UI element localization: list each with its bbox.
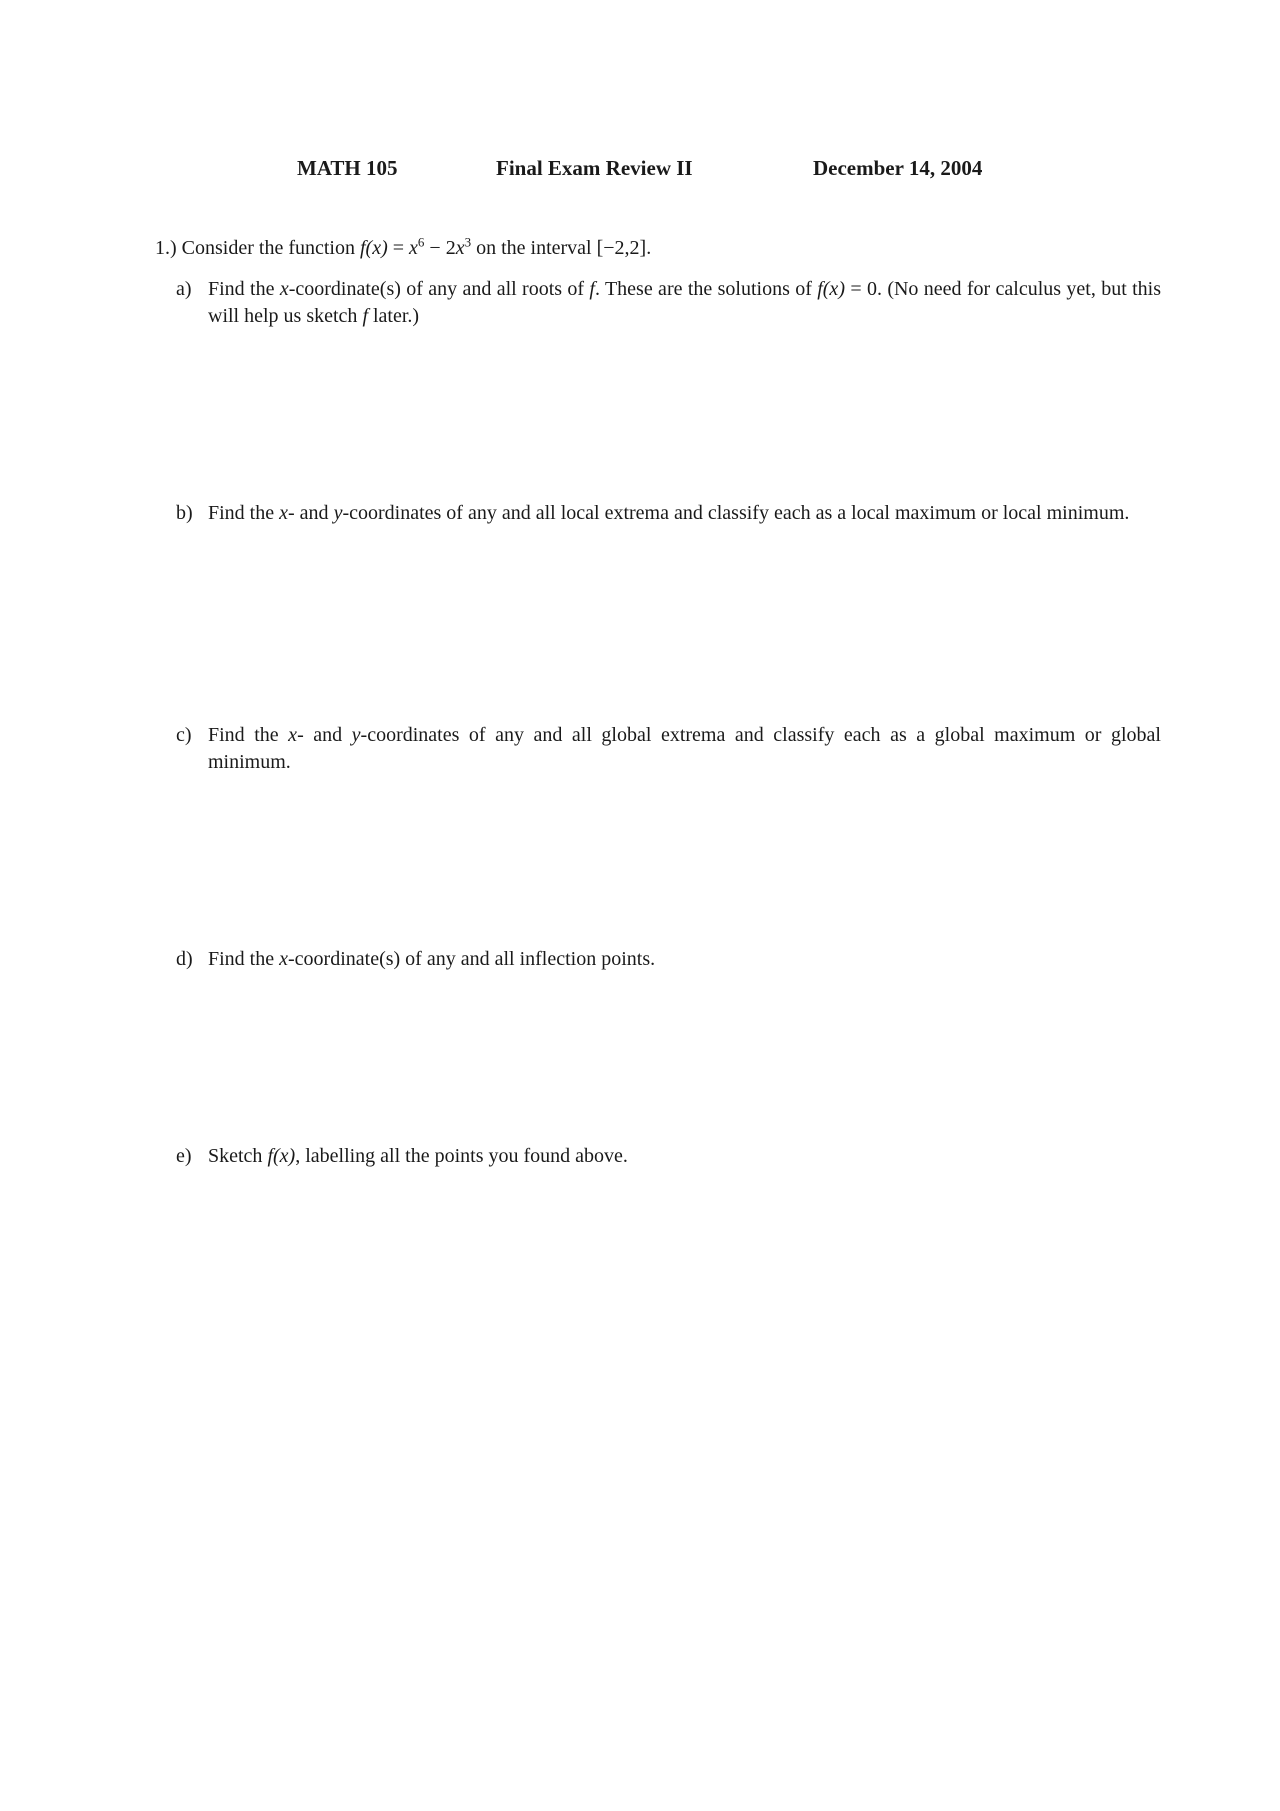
part-b-text-1: Find the [208, 502, 280, 524]
minus-coefficient: − 2 [424, 237, 456, 259]
part-e-text-1: Sketch [208, 1145, 268, 1167]
part-c-var-y: y [351, 724, 361, 746]
term2-exponent: 3 [464, 234, 472, 250]
problem-intro-text: Consider the function [181, 237, 360, 259]
part-b-text-3: -coordinates of any and all local extrema and classify each as a local maximum or local minimum. [342, 502, 1130, 524]
term2-base: x [455, 237, 465, 259]
part-a-text [208, 276, 1161, 330]
part-c-text-3: -coordinates of any and all global extrema and classify each as a global maximum or global minimum. [208, 724, 1161, 773]
part-a-var-f: f [589, 278, 595, 300]
part-d-text-2: -coordinate(s) of any and all inflection points. [288, 948, 656, 970]
part-e-var-fx: f(x) [267, 1145, 296, 1167]
part-e-text-2: , labelling all the points you found above. [295, 1145, 628, 1167]
part-c-label: c) [176, 724, 192, 746]
part-a-label: a) [176, 278, 192, 300]
interval-text: on the interval [−2,2]. [471, 237, 652, 259]
part-c [176, 722, 1161, 776]
part-a-text-4: = 0. (No need for calculus yet, but this will help us sketch [208, 278, 1162, 327]
part-d-text-1: Find the [208, 948, 280, 970]
part-a-text-1: Find the [208, 278, 280, 300]
part-d [176, 946, 1161, 973]
function-lhs: f(x) [359, 237, 388, 259]
part-a-var-fx: f(x) [817, 278, 845, 300]
part-b-label: b) [176, 502, 193, 524]
part-b-text [208, 500, 1161, 527]
part-a-text-2: -coordinate(s) of any and all roots of [288, 278, 590, 300]
part-e-text [208, 1143, 1161, 1170]
part-b-var-x: x [279, 502, 289, 524]
part-a-text-5: later.) [368, 305, 420, 327]
part-a-var-f2: f [362, 305, 368, 327]
part-d-label: d) [176, 948, 193, 970]
part-a-text-3: . These are the solutions of [594, 278, 818, 300]
part-a [176, 276, 1161, 330]
part-c-text [208, 722, 1161, 776]
term1-exponent: 6 [417, 234, 425, 250]
document-title: Final Exam Review II [496, 156, 693, 180]
equals-sign: = [387, 237, 410, 259]
problem-1-statement [155, 234, 1165, 262]
problem-number: 1.) [155, 237, 177, 259]
exam-date: December 14, 2004 [813, 156, 983, 180]
part-c-var-x: x [288, 724, 298, 746]
page-header [0, 156, 1280, 188]
part-e-label: e) [176, 1145, 192, 1167]
part-d-var-x: x [279, 948, 289, 970]
part-b [176, 500, 1161, 527]
part-d-text [208, 946, 1161, 973]
part-c-text-2: - and [297, 724, 352, 746]
part-b-text-2: - and [288, 502, 334, 524]
part-a-var-x: x [279, 278, 289, 300]
part-c-text-1: Find the [208, 724, 289, 746]
part-b-var-y: y [333, 502, 343, 524]
part-e [176, 1143, 1161, 1170]
term1-base: x [409, 237, 418, 259]
course-code: MATH 105 [297, 156, 398, 180]
